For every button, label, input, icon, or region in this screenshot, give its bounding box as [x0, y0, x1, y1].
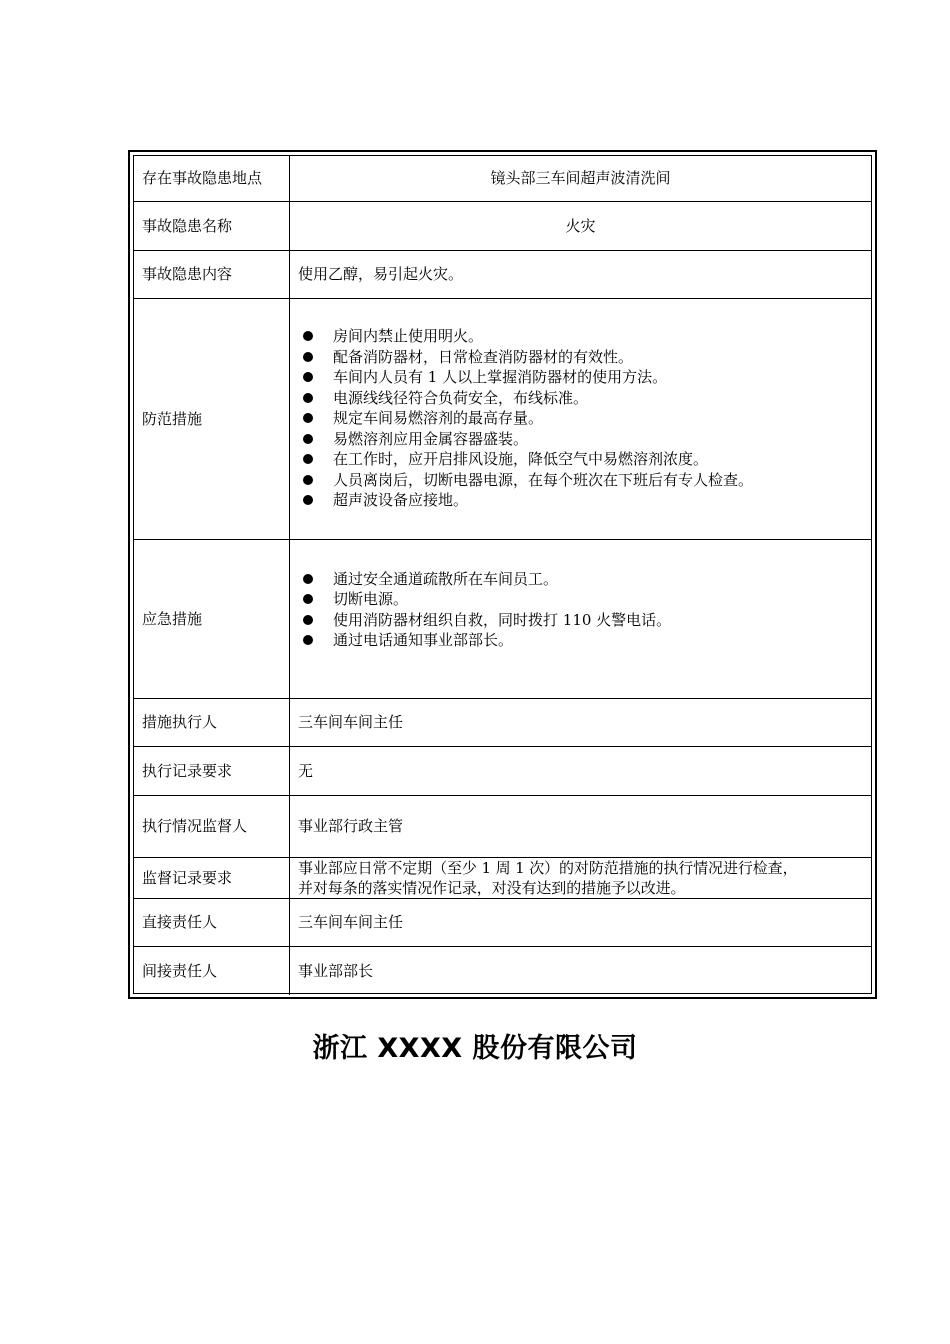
exec-record-value: 无 [290, 746, 872, 795]
list-item-text: 易燃溶剂应用金属容器盛装。 [333, 429, 529, 448]
hazard-table-frame [128, 150, 877, 999]
row-label: 应急措施 [134, 539, 290, 698]
bullet-icon [303, 454, 313, 464]
bullet-icon [303, 475, 313, 485]
list-item-text: 超声波设备应接地。 [333, 491, 469, 510]
list-item-text: 电源线线径符合负荷安全，布线标准。 [333, 388, 589, 407]
list-item [301, 589, 863, 610]
list-item-text: 配备消防器材，日常检查消防器材的有效性。 [333, 347, 634, 366]
table-row-emergency [134, 539, 871, 698]
emergency-cell [290, 539, 872, 698]
bullet-icon [303, 594, 313, 604]
list-item-text: 房间内禁止使用明火。 [333, 327, 484, 346]
list-item-text: 使用消防器材组织自救，同时拨打 110 火警电话。 [333, 610, 672, 629]
table-row-supervisor [134, 795, 871, 857]
bullet-icon [303, 331, 313, 341]
table-row-supervise-record [134, 857, 871, 898]
hazard-table-inner-frame [133, 155, 872, 994]
row-label: 间接责任人 [134, 946, 290, 995]
list-item [301, 449, 863, 470]
supervisor-value: 事业部行政主管 [290, 795, 872, 857]
list-item-text: 通过电话通知事业部部长。 [333, 631, 514, 649]
list-item [301, 610, 863, 631]
supervise-record-cell [290, 857, 872, 898]
list-item [301, 347, 863, 368]
preventive-list [298, 326, 863, 511]
hazard-table [134, 156, 871, 995]
list-item [301, 470, 863, 491]
bullet-icon [303, 372, 313, 382]
list-item [301, 429, 863, 450]
table-row-indirect-responsible [134, 946, 871, 995]
table-row-hazard-name [134, 201, 871, 250]
list-item-text: 人员离岗后，切断电器电源，在每个班次在下班后有专人检查。 [333, 470, 754, 489]
row-label: 存在事故隐患地点 [134, 156, 290, 201]
direct-responsible-value: 三车间车间主任 [290, 898, 872, 946]
bullet-icon [303, 393, 313, 403]
hazard-content-value: 使用乙醇，易引起火灾。 [290, 250, 872, 298]
emergency-list [298, 569, 863, 651]
executor-value: 三车间车间主任 [290, 698, 872, 746]
preventive-cell [290, 298, 872, 539]
table-row-location [134, 156, 871, 201]
list-item [301, 630, 863, 651]
bullet-icon [303, 434, 313, 444]
list-item [301, 367, 863, 388]
list-item [301, 388, 863, 409]
list-item-text: 切断电源。 [333, 590, 409, 608]
table-row-executor [134, 698, 871, 746]
row-label: 监督记录要求 [134, 857, 290, 898]
bullet-icon [303, 635, 313, 645]
bullet-icon [303, 413, 313, 423]
table-row-preventive [134, 298, 871, 539]
supervise-record-line1: 事业部应日常不定期（至少 1 周 1 次）的对防范措施的执行情况进行检查， [298, 858, 798, 877]
list-item-text: 规定车间易燃溶剂的最高存量。 [333, 409, 544, 428]
row-label: 措施执行人 [134, 698, 290, 746]
list-item-text: 车间内人员有 1 人以上掌握消防器材的使用方法。 [333, 368, 668, 387]
list-item-text: 通过安全通道疏散所在车间员工。 [333, 569, 559, 588]
row-label: 执行记录要求 [134, 746, 290, 795]
supervise-record-line2: 并对每条的落实情况作记录，对没有达到的措施予以改进。 [298, 878, 686, 897]
list-item-text: 在工作时，应开启排风设施，降低空气中易燃溶剂浓度。 [333, 450, 709, 469]
row-label: 事故隐患内容 [134, 250, 290, 298]
bullet-icon [303, 352, 313, 362]
row-label: 执行情况监督人 [134, 795, 290, 857]
company-name: 浙江 XXXX 股份有限公司 [312, 1033, 638, 1064]
hazard-name-value: 火灾 [290, 201, 872, 250]
row-label: 防范措施 [134, 298, 290, 539]
bullet-icon [303, 574, 313, 584]
list-item [301, 408, 863, 429]
bullet-icon [303, 615, 313, 625]
table-row-hazard-content [134, 250, 871, 298]
list-item [301, 326, 863, 347]
row-label: 事故隐患名称 [134, 201, 290, 250]
table-row-direct-responsible [134, 898, 871, 946]
row-label: 直接责任人 [134, 898, 290, 946]
list-item [301, 490, 863, 511]
bullet-icon [303, 495, 313, 505]
list-item [301, 569, 863, 590]
table-row-exec-record [134, 746, 871, 795]
location-value: 镜头部三车间超声波清洗间 [290, 156, 872, 201]
indirect-responsible-value: 事业部部长 [290, 946, 872, 995]
